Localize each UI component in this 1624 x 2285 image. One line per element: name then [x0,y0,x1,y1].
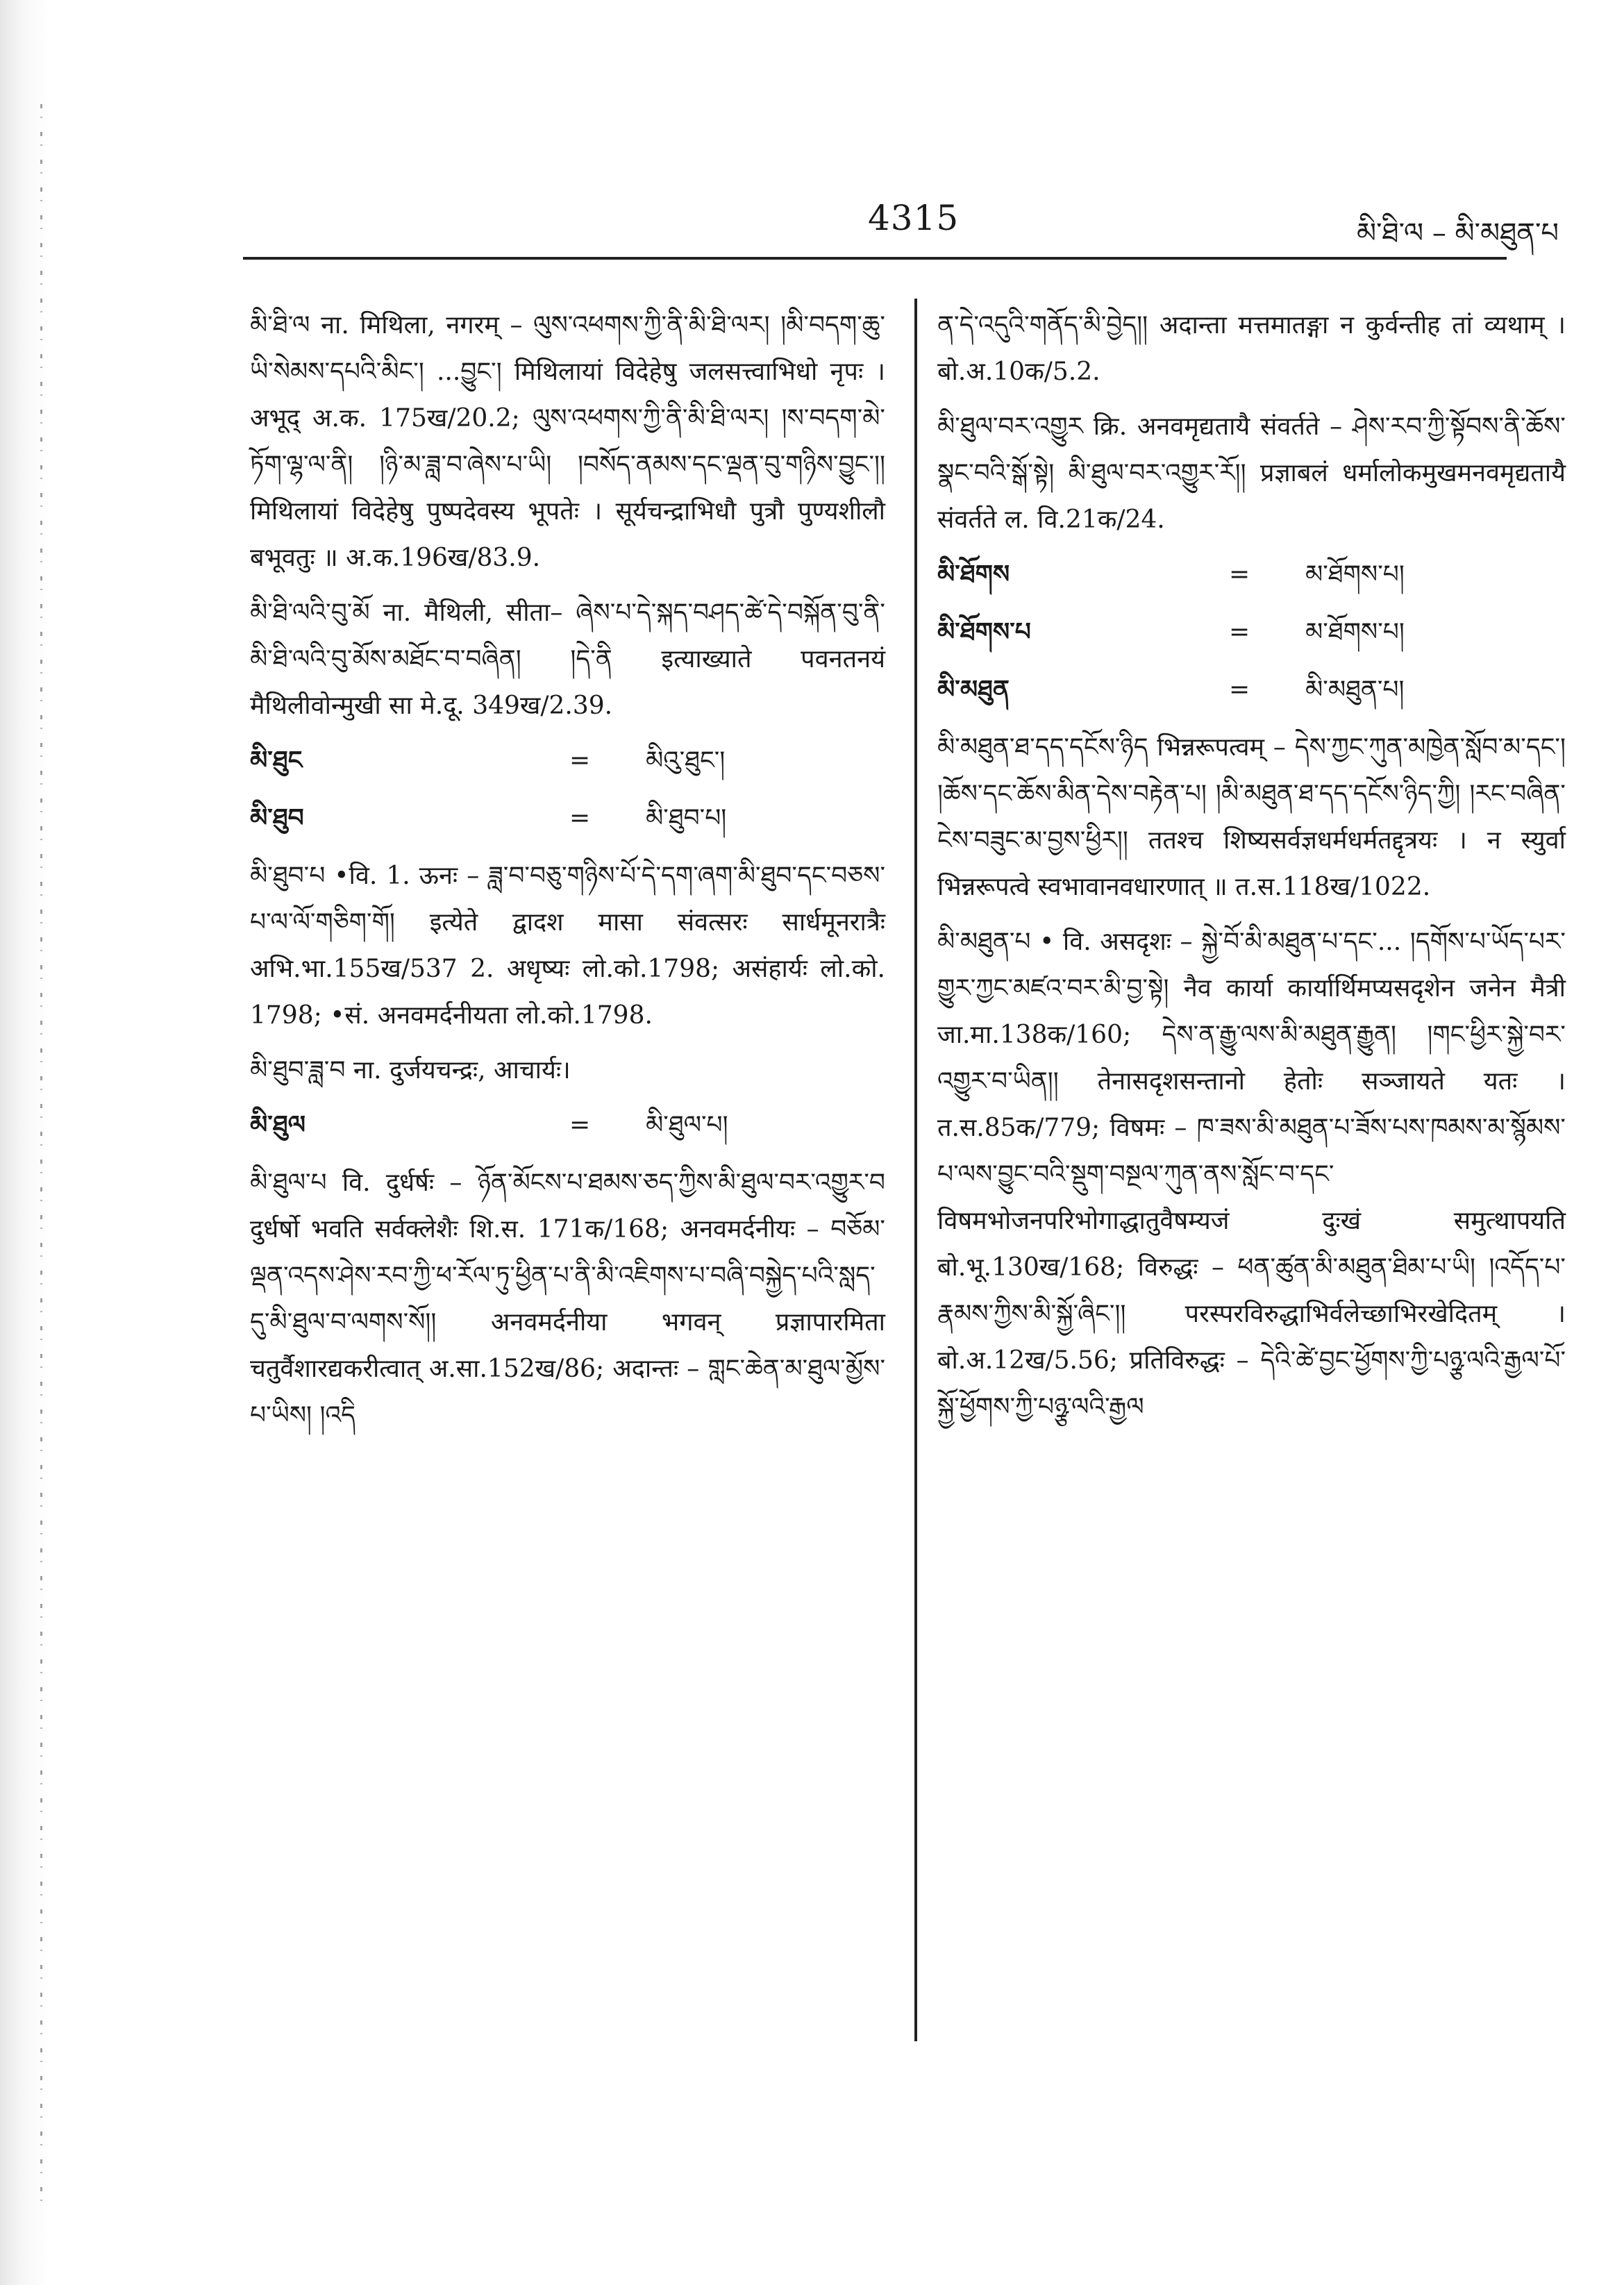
headword: མི་ཐུབ [250,803,304,832]
cross-reference [250,795,885,842]
dictionary-entry: ན་དེ་འདུའི་གནོད་མི་བྱེད།། अदान्ता मत्तमातङ्गा न कुर्वन्तीह तां व्यथाम् । बो.अ.10क/5.2. [937,311,1566,386]
cross-reference [937,609,1566,655]
dictionary-entry: མི་ཐུལ་བར་འགྱུར क्रि. अनवमृद्यतायै संवर्तते – ཤེས་རབ་ཀྱི་སྟོབས་ནི་ཆོས་སྣང་བའི་སྒོ་སྟེ། མི་ཐུལ་བར་འགྱུར་རོ།། प्रज्ञाबलं धर्मालोकमुखमनवमृद्यतायै संवर्तते ल. वि.21क/24. [937,412,1566,534]
cross-reference [937,551,1566,598]
equals-sign: = [569,1111,591,1139]
dictionary-entry: མི་ཐུབ་པ •वि. 1. ऊनः – ཟླ་བ་བཅུ་གཉིས་པོ་དེ་དག་ཞག་མི་ཐུབ་དང་བཅས་པ་ལ་ལོ་གཅིག་གོ། इत्येते द्वादश मासा संवत्सरः सार्धमूनरात्रैः अभि.भा.155ख/537 2. अधृष्यः लो.को.1798; असंहार्यः लो.को. 1798; •सं. अनवमर्दनीयता लो.को.1798. [250,862,885,1030]
reference-target: མ་ཐོགས་པ། [1305,618,1405,646]
headword: མི་ཐོགས་པ [937,617,1031,646]
column-divider [914,299,917,2041]
equals-sign: = [1229,676,1250,704]
headword: མི་ཐུལ [250,1110,305,1139]
headword: མི་ཐོགས [937,560,1010,589]
equals-sign: = [569,746,591,775]
reference-target: མི་ཐུབ་པ། [646,804,727,832]
dictionary-entry: མི་མཐུན་ཐ་དད་དངོས་ཉིད भिन्नरूपत्वम् – དེས་ཀྱང་ཀུན་མཁྱེན་སློབ་མ་དང་། །ཆོས་དང་ཆོས་མིན་དེས་བརྟེན་པ། །མི་མཐུན་ཐ་དད་དངོས་ཉིད་ཀྱི། །རང་བཞིན་ངེས་བཟུང་མ་བྱས་ཕྱིར།། ततश्च शिष्यसर्वज्ञधर्मधर्मतद्दृत्रयः । न स्युर्वा भिन्नरूपत्वे स्वभावानवधारणात् ॥ त.स.118ख/1022. [937,733,1566,901]
equals-sign: = [569,804,591,832]
scan-edge [0,0,49,2285]
page-number: 4315 [868,198,960,238]
cross-reference [937,667,1566,713]
equals-sign: = [1229,560,1250,589]
equals-sign: = [1229,618,1250,646]
reference-target: མ་ཐོགས་པ། [1305,560,1405,589]
running-head: མི་ཐི་ལ – མི་མཐུན་པ [1357,217,1559,249]
dictionary-entry: མི་མཐུན་པ • वि. असदृशः – སྐྱེ་བོ་མི་མཐུན་པ་དང་... །དགོས་པ་ཡོད་པར་གྱུར་ཀྱང་མཛའ་བར་མི་བྱ་སྟེ། नैव कार्या कार्यार्थिमप्यसदृशेन जनेन मैत्री जा.मा.138क/160; དེས་ན་རྒྱུ་ལས་མི་མཐུན་རྒྱུན། །གང་ཕྱིར་སྐྱེ་བར་འགྱུར་བ་ཡིན།། तेनासदृशसन्तानो हेतोः सञ्जायते यतः । त.स.85क/779; विषमः – ཁ་ཟས་མི་མཐུན་པ་ཟོས་པས་ཁམས་མ་སྙོམས་པ་ལས་བྱུང་བའི་སྡུག་བསྔལ་ཀུན་ནས་སློང་བ་དང་ विषमभोजनपरिभोगाद्धातुवैषम्यजं दुःखं समुत्थापयति बो.भू.130ख/168; विरुद्धः – ཕན་ཚུན་མི་མཐུན་ཐིམ་པ་ཡི། །འདོད་པ་རྣམས་ཀྱིས་མི་སྐྱོ་ཞིང་།། परस्परविरुद्धाभिर्वलेच्छाभिरखेदितम् । बो.अ.12ख/5.56; प्रतिविरुद्धः – དེའི་ཚེ་བྱང་ཕྱོགས་ཀྱི་པཉྩ་ལའི་རྒྱལ་པོ་སྐྱོ་ཕྱོགས་ཀྱི་པཉྩ་ལའི་རྒྱལ [937,928,1566,1421]
reference-target: མི་ཐུལ་པ། [646,1111,728,1139]
cross-reference [250,737,885,784]
dictionary-entry: མི་ཐུབ་ཟླ་བ ना. दुर्जयचन्द्रः, आचार्यः। [250,1056,571,1085]
dictionary-entry: མི་ཐུལ་པ वि. दुर्धर्षः – ཉོན་མོངས་པ་ཐམས་ཅད་ཀྱིས་མི་ཐུལ་བར་འགྱུར་བ दुर्धर्षो भवति सर्वक्लेशैः शि.स. 171क/168; अनवमर्दनीयः – བཅོམ་ལྡན་འདས་ཤེས་རབ་ཀྱི་ཕ་རོལ་ཏུ་ཕྱིན་པ་ནི་མི་འཇིགས་པ་བཞི་བསྐྱེད་པའི་སླད་དུ་མི་ཐུལ་བ་ལགས་སོ།། अनवमर्दनीया भगवन् प्रज्ञापारमिता चतुर्वैशारद्यकरीत्वात् अ.सा.152ख/86; अदान्तः – གླང་ཆེན་མ་ཐུལ་མྱོས་པ་ཡིས། །འདི [250,1169,885,1430]
headword: མི་ཐུང [250,746,303,775]
dictionary-entry: མི་ཐི་ལའི་བུ་མོ ना. मैथिली, सीता– ཞེས་པ་དེ་སྐད་བཤད་ཚེ་དེ་བསྐོན་བུ་ནི་མི་ཐི་ལའི་བུ་མོས་མཐོང་བ་བཞིན། །དེ་ནི इत्याख्याते पवनतनयं मैथिलीवोन्मुखी सा मे.दू. 349ख/2.39. [250,599,885,720]
headword: མི་མཐུན [937,675,1010,704]
right-column [937,302,1566,1439]
left-column [250,302,885,1447]
reference-target: མི་མཐུན་པ། [1305,676,1405,704]
reference-target: མིའུ་ཐུང་། [646,746,726,775]
dictionary-entry: མི་ཐི་ལ ना. मिथिला, नगरम् – ལུས་འཕགས་ཀྱི་ནི་མི་ཐི་ལར། །མི་བདག་ཆུ་ཡི་སེམས་དཔའི་མིང་། ...བྱུང་། मिथिलायां विदेहेषु जलसत्त्वाभिधो नृपः । अभूद् अ.क. 175ख/20.2; ལུས་འཕགས་ཀྱི་ནི་མི་ཐི་ལར། །ས་བདག་མེ་ཏོག་ལྷ་ལ་ནི། །ཉི་མ་ཟླ་བ་ཞེས་པ་ཡི། །བསོད་ནམས་དང་ལྡན་བུ་གཉིས་བྱུང་།། मिथिलायां विदेहेषु पुष्पदेवस्य भूपतेः । सूर्यचन्द्राभिधौ पुत्रौ पुण्यशीलौ बभूवतुः ॥ अ.क.196ख/83.9. [250,311,885,572]
cross-reference [250,1102,885,1148]
header-rule [243,257,1507,260]
